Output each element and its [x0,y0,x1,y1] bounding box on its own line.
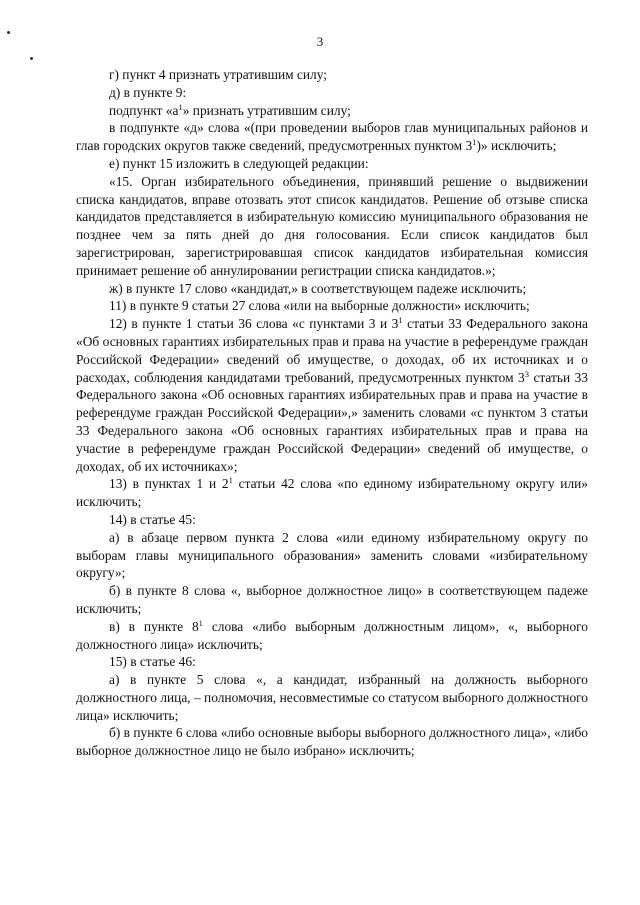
paragraph-item-14-a: а) в абзаце первом пункта 2 слова «или единому избирательному округу по выборам главы муниципального образования» заменить словами «избирательному округу»; [76,529,588,581]
superscript: 1 [472,137,477,148]
paragraph-item-12: 12) в пункте 1 статьи 36 слова «с пунктами 3 и $3^1$ статьи 33 Федерального закона «Об основных гарантиях избирательных прав и права на участие в референдуме граждан Российской Федерации» сведений об имуществе, о доходах, об их источниках и о расходах, соблюдения кандидатами требований, предусмотренных пунктом $3^3$ статьи 33 Федерального закона «Об основных гарантиях избирательных прав и права на участие в референдуме граждан Российской Федерации»,» заменить словами «с пунктом 3 статьи 33 Федерального закона «Об основных гарантиях избирательных прав и права на участие в референдуме граждан Российской Федерации» сведений об имуществе, о доходах, об их источниках»; [76,315,588,474]
page-number: 3 [316,34,324,49]
paragraph-item-d: д) в пункте 9: [109,84,187,100]
paragraph-item-g: г) пункт 4 признать утратившим силу; [109,67,327,82]
paragraph-quote-15: «15. Орган избирательного объединения, принявший решение о выдвижении списка кандидатов, вправе отозвать этот список кандидатов. Решение об отзыве списка кандидатов представляется в избирательную комиссию муниципального образования не позднее чем за пять дней до дня голосования. Если список кандидатов был зарегистрирован, зарегистрировавшая список кандидатов избирательная комиссия принимает решение об аннулировании регистрации списка кандидатов.»; [76,173,588,278]
paragraph-item-zh: ж) в пункте 17 слово «кандидат,» в соответствующем падеже исключить; [109,280,527,296]
paragraph-item-e: е) пункт 15 изложить в следующей редакции: [109,155,369,171]
paragraph-item-15-b: б) в пункте 6 слова «либо основные выборы выборного должностного лица», «либо выборное должностное лицо не было избрано» исключить; [76,725,588,759]
paragraph-item-13: 13) в пунктах 1 и $2^1$ статьи 42 слова «по единому избирательному округу или» исключить; [76,475,588,510]
scan-speck [30,57,33,60]
superscript: 3 [524,368,529,379]
paragraph-subitem-a1: подпункт «$а^1$» признать утратившим силу; [109,101,351,118]
superscript: 1 [228,475,233,486]
superscript: 1 [398,315,403,326]
paragraph-item-15: 15) в статье 46: [109,654,196,670]
superscript: 1 [178,101,183,112]
paragraph-item-15-a: а) в пункте 5 слова «, а кандидат, избранный на должность выборного должностного лица, – полномочия, несовместимые со статусом выборного должностного лица» исключить; [76,672,588,723]
paragraph-item-14-v: в) в пункте $8^1$ слова «либо выборным должностным лицом», «, выборного должностного лица» исключить; [76,617,589,652]
document-body [76,66,588,760]
paragraph-subitem-d: в подпункте «д» слова «(при проведении выборов глав муниципальных районов и глав городских округов также сведений, предусмотренных пунктом $3^1$)» исключить; [76,120,588,154]
paragraph-item-14-b: б) в пункте 8 слова «, выборное должностное лицо» в соответствующем падеже исключить; [76,583,588,616]
paragraph-item-14: 14) в статье 45: [109,511,196,527]
paragraph-item-11: 11) в пункте 9 статьи 27 слова «или на выборные должности» исключить; [109,298,530,314]
superscript: 1 [198,617,203,628]
